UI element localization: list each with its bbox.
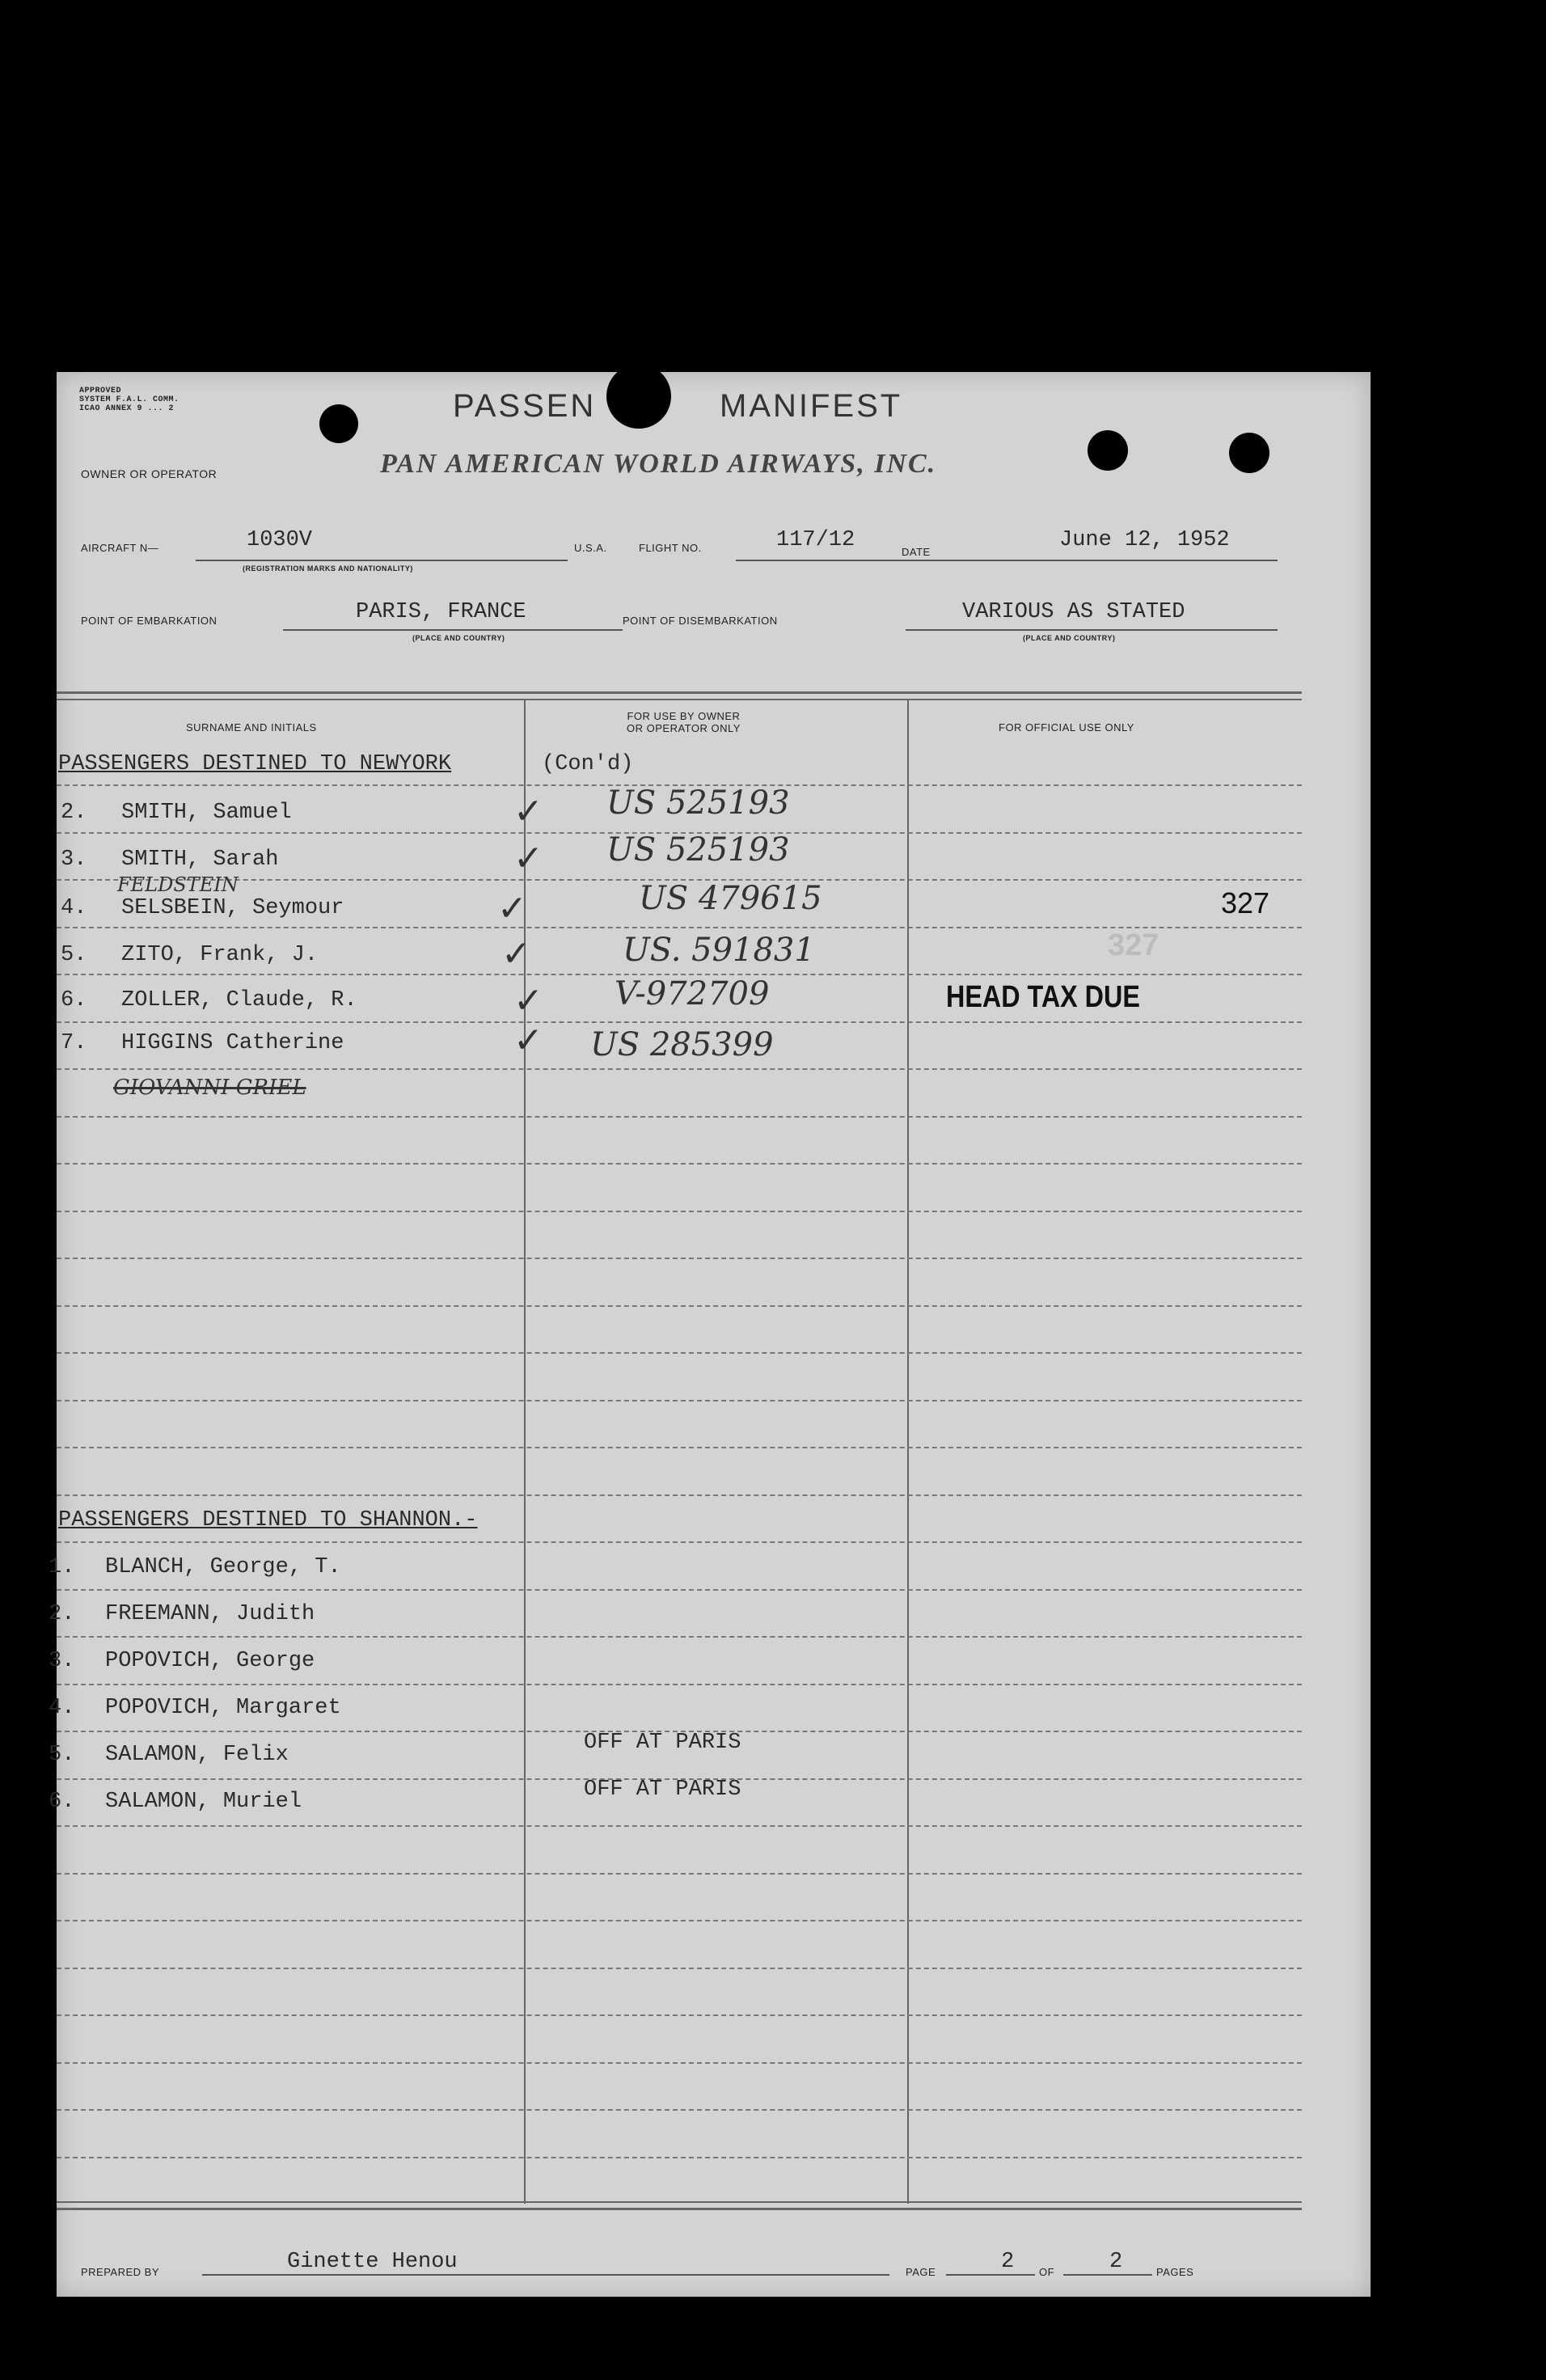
passenger-name: SALAMON, Felix bbox=[105, 1743, 289, 1767]
row-number: 3. bbox=[61, 848, 87, 872]
document-number: V-972709 bbox=[615, 975, 770, 1012]
airline-name: PAN AMERICAN WORLD AIRWAYS, INC. bbox=[380, 449, 937, 479]
col-header-official: FOR OFFICIAL USE ONLY bbox=[999, 721, 1134, 733]
table-row bbox=[57, 975, 1302, 1021]
of-label: OF bbox=[1039, 2266, 1055, 2278]
punch-hole bbox=[606, 364, 671, 429]
ruled-line bbox=[57, 1211, 1302, 1212]
page-value: 2 bbox=[1001, 2250, 1015, 2274]
table-row bbox=[57, 831, 1302, 879]
passenger-name: POPOVICH, Margaret bbox=[105, 1696, 341, 1720]
passenger-name: SALAMON, Muriel bbox=[105, 1790, 302, 1814]
flight-no-label: FLIGHT NO. bbox=[639, 542, 702, 554]
date-label: DATE bbox=[902, 546, 931, 558]
page-label: PAGE bbox=[906, 2266, 936, 2278]
disembark-label: POINT OF DISEMBARKATION bbox=[623, 615, 778, 627]
ruled-line bbox=[57, 1447, 1302, 1448]
ruled-line bbox=[57, 1920, 1302, 1921]
ruled-line bbox=[57, 1258, 1302, 1259]
ruled-line bbox=[57, 1636, 1302, 1638]
row-number: 3. bbox=[49, 1649, 75, 1673]
check-mark-icon: ✓ bbox=[513, 791, 543, 832]
faded-official-number: 327 bbox=[1108, 928, 1160, 962]
document-number: US. 591831 bbox=[623, 932, 815, 969]
punch-hole bbox=[319, 404, 358, 443]
ruled-line bbox=[57, 1021, 1302, 1023]
pages-label: PAGES bbox=[1156, 2266, 1194, 2278]
document-number: US 525193 bbox=[606, 784, 790, 822]
usa-label: U.S.A. bbox=[574, 542, 607, 554]
row-number: 5. bbox=[61, 943, 87, 967]
embark-value: PARIS, FRANCE bbox=[356, 600, 526, 624]
table-row bbox=[49, 1649, 1302, 1673]
flight-no-value: 117/12 bbox=[776, 528, 855, 552]
title-left: PASSEN bbox=[453, 388, 597, 424]
prepared-value: Ginette Henou bbox=[287, 2250, 458, 2274]
date-value: June 12, 1952 bbox=[1059, 528, 1230, 552]
row-number: 4. bbox=[61, 896, 87, 920]
document-number: US 525193 bbox=[606, 831, 790, 869]
ruled-line bbox=[57, 1494, 1302, 1496]
document-number: US 285399 bbox=[590, 1026, 774, 1063]
document-number: US 479615 bbox=[639, 880, 822, 917]
table-row bbox=[49, 1555, 1302, 1579]
ruled-line bbox=[57, 2157, 1302, 2158]
prepared-label: PREPARED BY bbox=[81, 2266, 160, 2278]
col-header-line: FOR USE BY OWNER bbox=[627, 710, 741, 722]
passenger-name: POPOVICH, George bbox=[105, 1649, 315, 1673]
ruled-line bbox=[57, 1400, 1302, 1401]
table-row bbox=[49, 1778, 1302, 1814]
section-heading-contd: (Con'd) bbox=[542, 752, 634, 776]
table-row bbox=[57, 784, 1302, 832]
row-number: 2. bbox=[49, 1602, 75, 1626]
ruled-line bbox=[57, 1163, 1302, 1165]
manifest-sheet bbox=[49, 372, 1371, 2297]
row-number: 1. bbox=[49, 1555, 75, 1579]
head-tax-stamp: HEAD TAX DUE bbox=[946, 980, 1140, 1014]
passenger-name: FREEMANN, Judith bbox=[105, 1602, 315, 1626]
row-number: 2. bbox=[61, 801, 87, 825]
passenger-name: SMITH, Sarah bbox=[121, 848, 279, 872]
ruled-line bbox=[57, 1873, 1302, 1875]
name-correction: FELDSTEIN bbox=[117, 873, 239, 896]
ruled-line bbox=[57, 2109, 1302, 2111]
check-mark-icon: ✓ bbox=[497, 888, 527, 929]
ruled-line bbox=[57, 1068, 1302, 1070]
punch-hole bbox=[1229, 433, 1269, 473]
passenger-note: OFF AT PARIS bbox=[584, 1731, 741, 1755]
passenger-name: ZITO, Frank, J. bbox=[121, 943, 319, 967]
ruled-line bbox=[57, 2014, 1302, 2016]
ruled-line bbox=[57, 1305, 1302, 1307]
row-number: 6. bbox=[49, 1790, 75, 1814]
check-mark-icon: ✓ bbox=[513, 980, 543, 1021]
aircraft-label: AIRCRAFT N— bbox=[81, 542, 159, 554]
ruled-line bbox=[57, 1116, 1302, 1118]
approval-line: ICAO ANNEX 9 ... 2 bbox=[79, 404, 175, 413]
ruled-line bbox=[57, 1589, 1302, 1591]
table-row bbox=[49, 1731, 1302, 1767]
row-number: 7. bbox=[61, 1031, 87, 1055]
col-header-owner bbox=[627, 710, 741, 734]
disembark-sublabel: (PLACE AND COUNTRY) bbox=[1023, 634, 1116, 642]
check-mark-icon: ✓ bbox=[513, 838, 543, 879]
of-value: 2 bbox=[1109, 2250, 1123, 2274]
col-header-surname: SURNAME AND INITIALS bbox=[186, 721, 317, 733]
ruled-line bbox=[57, 1352, 1302, 1354]
row-number: 4. bbox=[49, 1696, 75, 1720]
approval-line: APPROVED bbox=[79, 387, 122, 395]
table-row bbox=[49, 1696, 1302, 1720]
passenger-name: SELSBEIN, Seymour bbox=[121, 896, 344, 920]
section-heading-newyork: PASSENGERS DESTINED TO NEWYORK bbox=[58, 752, 452, 776]
table-row bbox=[49, 1602, 1302, 1626]
passenger-name: ZOLLER, Claude, R. bbox=[121, 988, 357, 1012]
aircraft-value: 1030V bbox=[247, 528, 313, 552]
ruled-line bbox=[57, 1541, 1302, 1543]
ruled-line bbox=[57, 1684, 1302, 1685]
struck-entry: GIOVANNI GRIEL bbox=[113, 1076, 306, 1100]
passenger-name: BLANCH, George, T. bbox=[105, 1555, 341, 1579]
owner-label: OWNER OR OPERATOR bbox=[81, 467, 218, 480]
passenger-note: OFF AT PARIS bbox=[584, 1778, 741, 1802]
punch-hole bbox=[1088, 430, 1128, 471]
embark-label: POINT OF EMBARKATION bbox=[81, 615, 218, 627]
passenger-name: SMITH, Samuel bbox=[121, 801, 292, 825]
row-number: 6. bbox=[61, 988, 87, 1012]
table-row bbox=[57, 928, 1302, 974]
row-number: 5. bbox=[49, 1743, 75, 1767]
check-mark-icon: ✓ bbox=[513, 1020, 543, 1061]
col-header-line: OR OPERATOR ONLY bbox=[627, 722, 741, 734]
section-heading-shannon: PASSENGERS DESTINED TO SHANNON.- bbox=[58, 1508, 478, 1532]
ruled-line bbox=[57, 2062, 1302, 2064]
ruled-line bbox=[57, 1968, 1302, 1969]
approval-line: SYSTEM F.A.L. COMM. bbox=[79, 395, 180, 404]
passenger-name: HIGGINS Catherine bbox=[121, 1031, 344, 1055]
title-right: MANIFEST bbox=[720, 388, 903, 424]
embark-sublabel: (PLACE AND COUNTRY) bbox=[412, 634, 505, 642]
approval-block bbox=[79, 387, 180, 413]
check-mark-icon: ✓ bbox=[501, 933, 531, 974]
ruled-line bbox=[57, 1825, 1302, 1827]
table-row bbox=[57, 1020, 1302, 1063]
aircraft-sublabel: (REGISTRATION MARKS AND NATIONALITY) bbox=[243, 564, 413, 573]
table-row bbox=[57, 873, 1302, 929]
disembark-value: VARIOUS AS STATED bbox=[962, 600, 1185, 624]
official-number: 327 bbox=[1221, 886, 1270, 919]
